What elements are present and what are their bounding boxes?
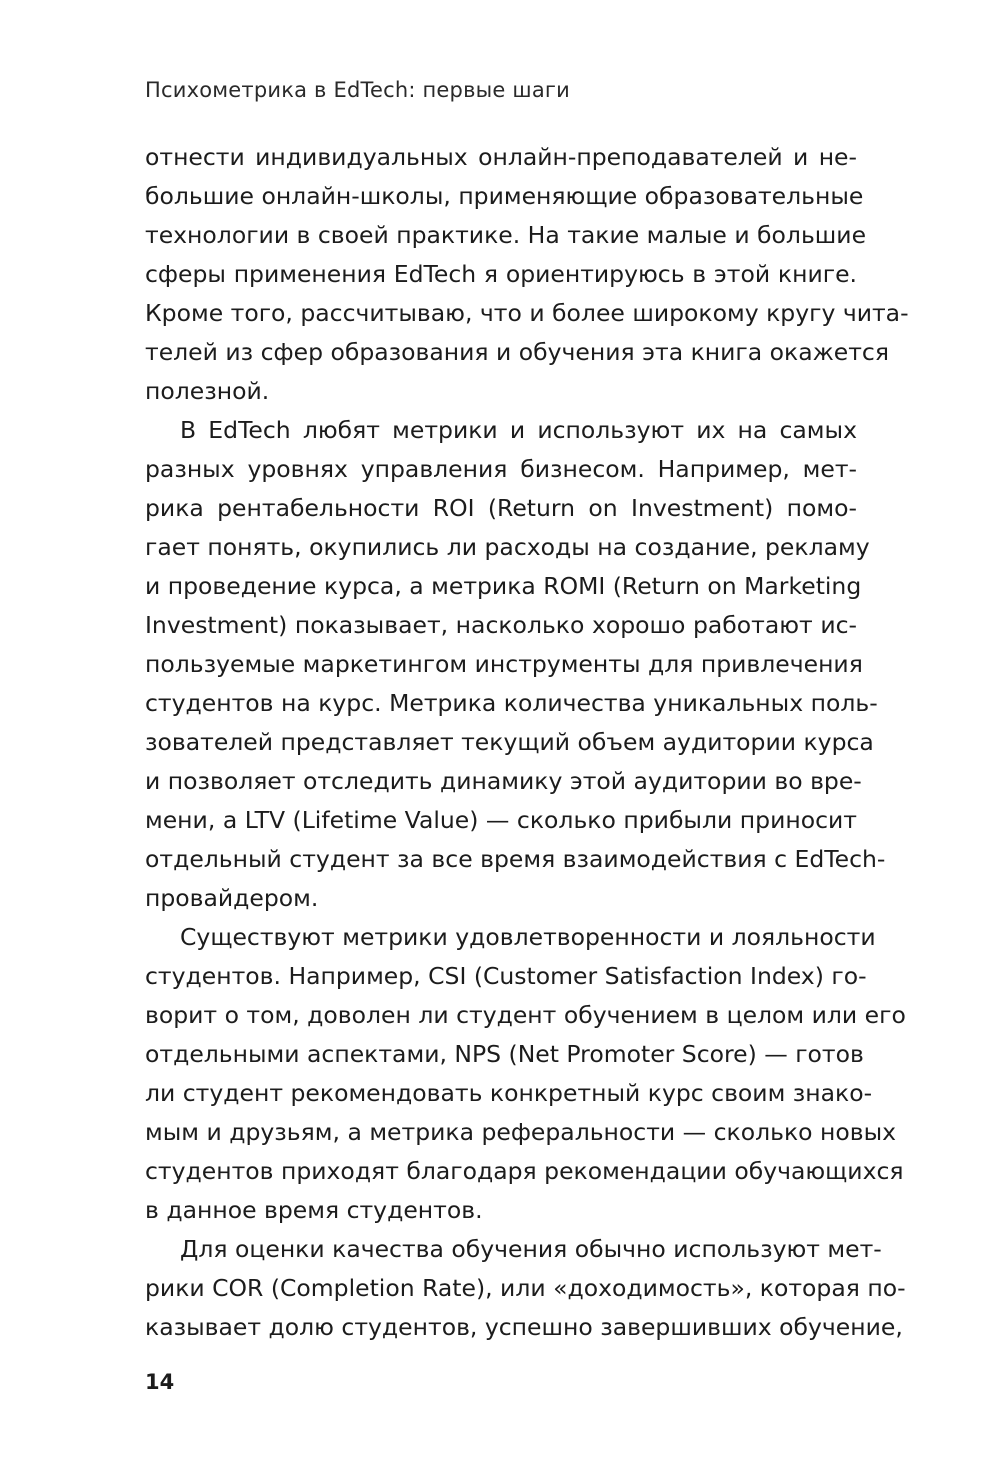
paragraph-first-line: В EdTech любят метрики и используют их на самых [180, 416, 857, 444]
text-line: и проведение курса, а метрика ROMI (Return on Marketing [145, 572, 862, 600]
text-line: Кроме того, рассчитываю, что и более широкому кругу чита- [145, 299, 909, 327]
text-line: в данное время студентов. [145, 1196, 483, 1224]
text-line: студентов приходят благодаря рекомендации обучающихся [145, 1157, 904, 1185]
text-line: разных уровнях управления бизнесом. Например, мет- [145, 455, 857, 483]
paragraph-first-line: Существуют метрики удовлетворенности и лояльности [180, 923, 876, 951]
text-line: рика рентабельности ROI (Return on Investment) помо- [145, 494, 857, 522]
text-line: пользуемые маркетингом инструменты для привлечения [145, 650, 863, 678]
text-line: ли студент рекомендовать конкретный курс своим знако- [145, 1079, 873, 1107]
paragraph-first-line: Для оценки качества обучения обычно используют мет- [180, 1235, 882, 1263]
text-line: мым и друзьям, а метрика реферальности — сколько новых [145, 1118, 897, 1146]
text-line: зователей представляет текущий объем аудитории курса [145, 728, 874, 756]
text-line: студентов на курс. Метрика количества уникальных поль- [145, 689, 878, 717]
text-line: мени, а LTV (Lifetime Value) — сколько прибыли приносит [145, 806, 857, 834]
text-line: полезной. [145, 377, 270, 405]
text-line: ворит о том, доволен ли студент обучением в целом или его [145, 1001, 906, 1029]
running-head: Психометрика в EdTech: первые шаги [145, 78, 570, 102]
text-line: технологии в своей практике. На такие малые и большие [145, 221, 867, 249]
text-line: большие онлайн-школы, применяющие образовательные [145, 182, 864, 210]
text-line: рики COR (Completion Rate), или «доходимость», которая по- [145, 1274, 906, 1302]
text-line: отнести индивидуальных онлайн-преподавателей и не- [145, 143, 857, 171]
text-line: отдельными аспектами, NPS (Net Promoter Score) — готов [145, 1040, 864, 1068]
text-line: отдельный студент за все время взаимодействия с EdTech- [145, 845, 886, 873]
text-line: гает понять, окупились ли расходы на создание, рекламу [145, 533, 870, 561]
text-line: казывает долю студентов, успешно завершивших обучение, [145, 1313, 903, 1341]
text-line: провайдером. [145, 884, 319, 912]
text-line: студентов. Например, CSI (Customer Satisfaction Index) го- [145, 962, 867, 990]
body-text [145, 138, 909, 1347]
text-line: и позволяет отследить динамику этой аудитории во вре- [145, 767, 862, 795]
text-line: телей из сфер образования и обучения эта книга окажется [145, 338, 889, 366]
text-line: Investment) показывает, насколько хорошо работают ис- [145, 611, 857, 639]
text-line: сферы применения EdTech я ориентируюсь в этой книге. [145, 260, 857, 288]
page-number: 14 [145, 1370, 175, 1394]
